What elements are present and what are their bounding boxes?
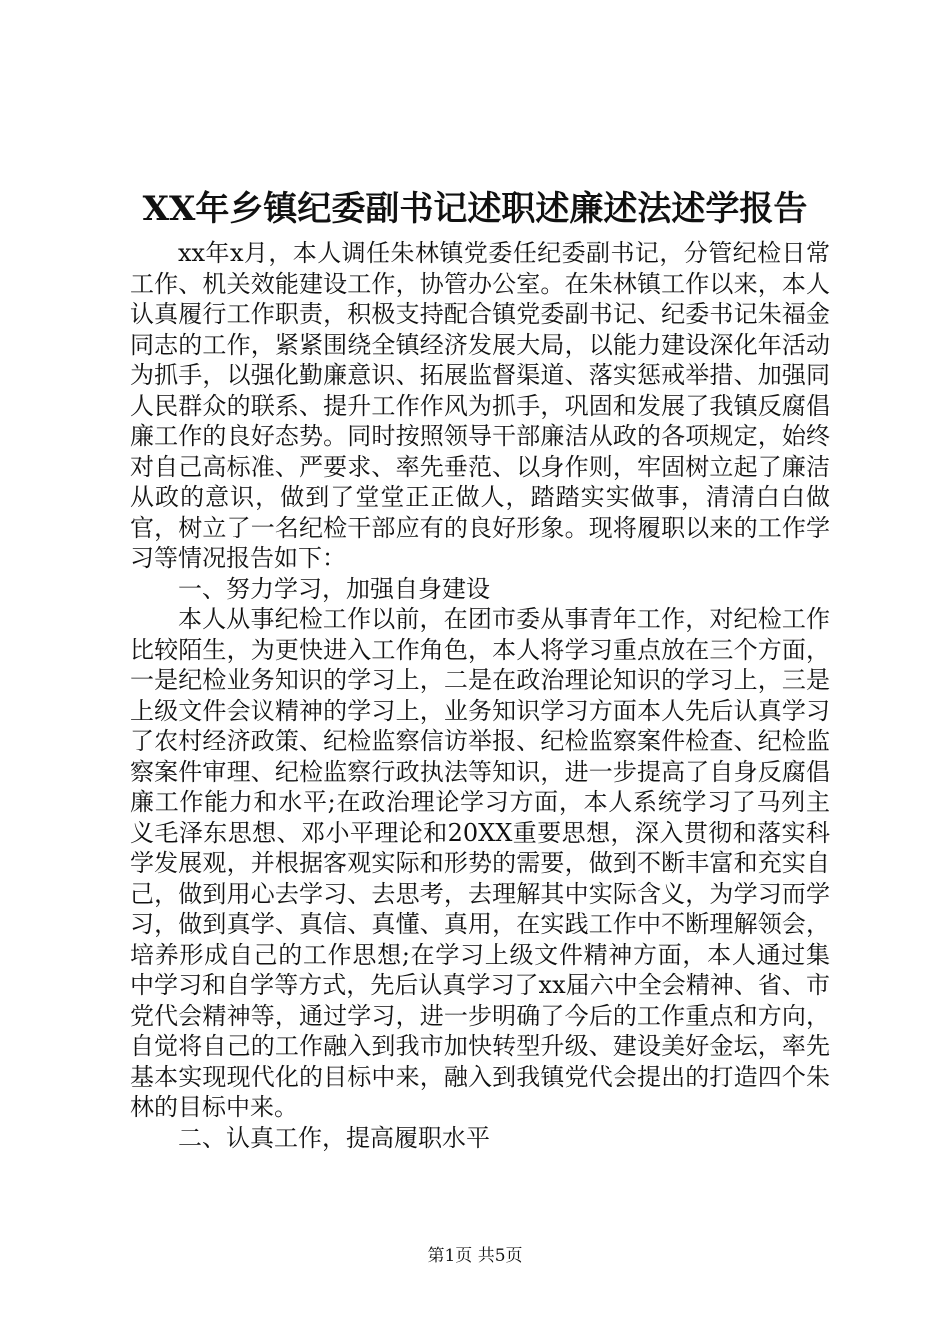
- section-heading-1: 一、努力学习，加强自身建设: [178, 574, 490, 603]
- document-title: XX年乡镇纪委副书记述职述廉述法述学报告: [142, 189, 808, 229]
- section-heading-2: 二、认真工作，提高履职水平: [178, 1123, 490, 1152]
- page-footer: 第1页 共5页: [427, 1246, 523, 1266]
- section-1-paragraph: 本人从事纪检工作以前，在团市委从事青年工作，对纪检工作比较陌生，为更快进入工作角色，本人将学习重点放在三个方面，一是纪检业务知识的学习上，二是在政治理论知识的学习上，三是上级文件会议精神的学习上，业务知识学习方面本人先后认真学习了农村经济政策、纪检监察信访举报、纪检监察案件检查、纪检监察案件审理、纪检监察行政执法等知识，进一步提高了自身反腐倡廉工作能力和水平;在政治理论学习方面，本人系统学习了马列主义毛泽东思想、邓小平理论和20XX重要思想，深入贯彻和落实科学发展观，并根据客观实际和形势的需要，做到不断丰富和充实自己，做到用心去学习、去思考，去理解其中实际含义，为学习而学习，做到真学、真信、真懂、真用，在实践工作中不断理解领会，培养形成自己的工作思想;在学习上级文件精神方面，本人通过集中学习和自学等方式，先后认真学习了xx届六中全会精神、省、市党代会精神等，通过学习，进一步明确了今后的工作重点和方向，自觉将自己的工作融入到我市加快转型升级、建设美好金坛，率先基本实现现代化的目标中来，融入到我镇党代会提出的打造四个朱林的目标中来。: [130, 605, 830, 1121]
- intro-paragraph: xx年x月，本人调任朱林镇党委任纪委副书记，分管纪检日常工作、机关效能建设工作，协管办公室。在朱林镇工作以来，本人认真履行工作职责，积极支持配合镇党委副书记、纪委书记朱福金同志的工作，紧紧围绕全镇经济发展大局，以能力建设深化年活动为抓手，以强化勤廉意识、拓展监督渠道、落实惩戒举措、加强同人民群众的联系、提升工作作风为抓手，巩固和发展了我镇反腐倡廉工作的良好态势。同时按照领导干部廉洁从政的各项规定，始终对自己高标准、严要求、率先垂范、以身作则，牢固树立起了廉洁从政的意识，做到了堂堂正正做人，踏踏实实做事，清清白白做官，树立了一名纪检干部应有的良好形象。现将履职以来的工作学习等情况报告如下：: [130, 239, 830, 572]
- document-body: [130, 238, 830, 1153]
